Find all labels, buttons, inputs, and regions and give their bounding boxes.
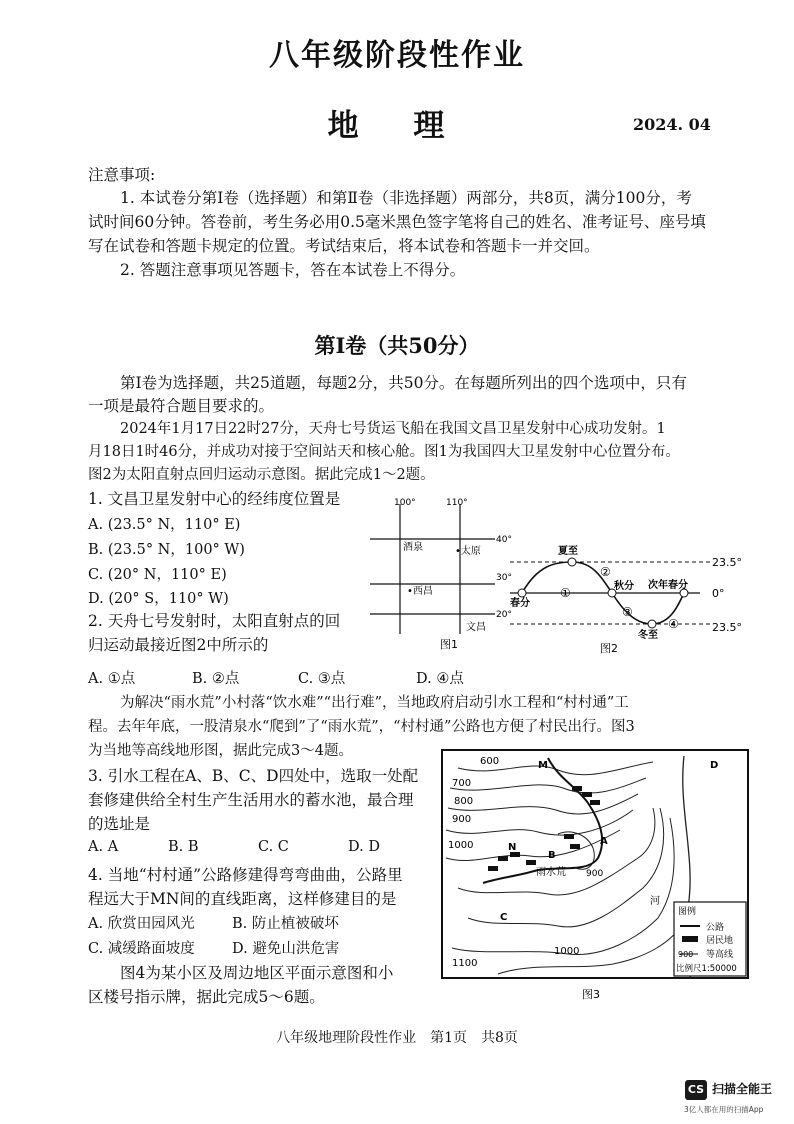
fig3-contour-1000: 1000 [448,840,474,851]
fig3-legend-road: 公路 [706,923,725,933]
figure-3-contour-map [438,748,752,1010]
q1-stem: 1. 文昌卫星发射中心的经纬度位置是 [88,490,341,508]
q3-option-d: D. D [348,839,380,855]
fig2-point-3: ③ [622,605,633,619]
passage-2-line-3: 为当地等高线地形图，据此完成3～4题。 [88,743,353,759]
q2-stem-line-2: 归运动最接近图2中所示的 [88,636,269,654]
camscanner-tagline: 3亿人都在用的扫描App [684,1105,764,1114]
q1-option-c: C. (20° N，110° E) [88,567,227,583]
fig2-lat-bottom: 23.5° [712,621,742,634]
q1-option-b: B. (23.5° N，100° W) [88,542,245,558]
section-title: 第Ⅰ卷（共50分） [314,333,480,358]
q3-option-a: A. A [88,839,119,855]
fig3-legend-900: 900 [678,950,694,959]
q3-option-c: C. C [258,839,289,855]
fig3-contour-1000-b: 1000 [554,946,580,957]
fig1-lon-100: 100° [394,498,416,508]
q2-option-d: D. ④点 [416,671,464,687]
passage-3-line-2: 区楼号指示牌，据此完成5～6题。 [88,988,325,1006]
fig3-village-label: 雨水荒 [536,867,566,878]
fig2-summer-solstice: 夏至 [558,546,578,557]
fig2-next-spring-equinox: 次年春分 [648,580,688,591]
q3-option-b: B. B [168,839,199,855]
fig2-caption: 图2 [600,642,618,655]
fig1-city-xichang: •西昌 [407,586,433,597]
q3-stem-line-3: 的选址是 [88,815,151,833]
fig1-city-wenchang: 文昌 [466,622,486,633]
fig3-point-d: D [710,760,719,771]
fig1-lat-20: 20° [496,610,512,620]
q4-option-c: C. 减缓路面坡度 [88,941,195,957]
fig2-lat-top: 23.5° [712,556,742,569]
camscanner-logo: CS [685,1080,707,1100]
fig3-legend-title: 图例 [678,907,697,917]
fig3-contour-600: 600 [480,756,500,767]
fig3-caption: 图3 [582,988,600,1001]
fig3-legend-settlement: 居民地 [706,936,734,946]
passage-1-line-3: 图2为太阳直射点回归运动示意图。据此完成1～2题。 [88,467,435,483]
page-footer: 八年级地理阶段性作业 第1页 共8页 [276,1030,518,1046]
fig3-point-c: C [500,912,508,923]
section-intro-line-1: 第Ⅰ卷为选择题，共25道题，每题2分，共50分。在每题所列出的四个选项中，只有 [120,374,687,392]
fig2-point-4: ④ [668,617,679,631]
q4-option-a: A. 欣赏田园风光 [88,916,195,932]
passage-2-line-2: 程。去年年底，一股清泉水“爬到”了“雨水荒”，“村村通”公路也方便了村民出行。图3 [88,719,635,735]
q2-option-c: C. ③点 [298,671,346,687]
q2-stem-line-1: 2. 天舟七号发射时，太阳直射点的回 [88,612,341,630]
figure-2-diagram [500,540,744,656]
fig2-autumn-equinox: 秋分 [614,581,634,592]
document-title: 八年级阶段性作业 [269,38,525,73]
fig1-city-jiuquan: 酒泉 [403,542,423,553]
notice-item-2: 2. 答题注意事项见答题卡，答在本试卷上不得分。 [120,261,466,279]
fig3-point-b: B [548,850,556,861]
fig3-point-n: N [508,842,517,853]
fig3-contour-900-b: 900 [586,869,604,879]
fig3-river-label: 河 [650,896,660,907]
notice-heading: 注意事项: [88,166,156,184]
fig1-caption: 图1 [440,638,458,651]
q2-option-a: A. ①点 [88,671,136,687]
fig1-lat-40: 40° [496,535,512,545]
q4-stem-line-1: 4. 当地“村村通”公路修建得弯弯曲曲，公路里 [88,866,403,884]
fig3-contour-1100: 1100 [452,958,478,969]
passage-2-line-1: 为解决“雨水荒”小村落“饮水难”“出行难”，当地政府启动引水工程和“村村通”工 [120,695,629,711]
q4-stem-line-2: 程远大于MN间的直线距离，这样修建目的是 [88,890,397,908]
q4-option-b: B. 防止植被破坏 [232,916,339,932]
fig2-lat-equator: 0° [712,587,725,600]
fig2-spring-equinox: 春分 [510,598,530,609]
fig3-legend-scale: 比例尺1:50000 [676,964,737,974]
fig2-point-2: ② [600,565,611,579]
q4-option-d: D. 避免山洪危害 [232,941,340,957]
fig3-point-a: A [600,836,608,847]
fig3-contour-800: 800 [454,796,474,807]
subject-title: 地 理 [327,108,467,144]
q1-option-a: A. (23.5° N，110° E) [88,517,241,533]
notice-item-1-line-1: 1. 本试卷分第Ⅰ卷（选择题）和第Ⅱ卷（非选择题）两部分，共8页，满分100分，考 [120,189,692,207]
fig3-contour-900: 900 [452,814,472,825]
q2-option-b: B. ②点 [192,671,240,687]
fig3-legend-contour: 等高线 [706,950,734,960]
passage-3-line-1: 图4为某小区及周边地区平面示意图和小 [120,964,394,982]
fig1-lat-30: 30° [496,573,512,583]
q3-stem-line-2: 套修建供给全村生产生活用水的蓄水池，最合理 [88,791,414,809]
fig3-point-m: M [538,760,548,771]
q1-option-d: D. (20° S，110° W) [88,591,229,607]
notice-item-1-line-2: 试时间60分钟。答卷前，考生务必用0.5毫米黑色签字笔将自己的姓名、准考证号、座号填 [88,213,706,231]
fig1-lon-110: 110° [446,498,468,508]
section-intro-line-2: 一项是最符合题目要求的。 [88,397,275,415]
q3-stem-line-1: 3. 引水工程在A、B、C、D四处中，选取一处配 [88,767,419,785]
fig2-point-1: ① [560,586,571,600]
fig3-contour-700: 700 [452,778,472,789]
fig2-winter-solstice: 冬至 [638,630,658,641]
fig1-city-taiyuan: •太原 [455,546,481,557]
notice-item-1-line-3: 写在试卷和答题卡规定的位置。考试结束后，将本试卷和答题卡一并交回。 [88,237,600,255]
passage-1-line-1: 2024年1月17日22时27分，天舟七号货运飞船在我国文昌卫星发射中心成功发射。1 [120,421,666,437]
exam-date: 2024. 04 [633,115,711,134]
camscanner-name: 扫描全能王 [712,1082,773,1096]
figure-1-map [360,494,520,656]
passage-1-line-2: 月18日1时46分，并成功对接于空间站天和核心舱。图1为我国四大卫星发射中心位置分布。 [88,444,680,460]
